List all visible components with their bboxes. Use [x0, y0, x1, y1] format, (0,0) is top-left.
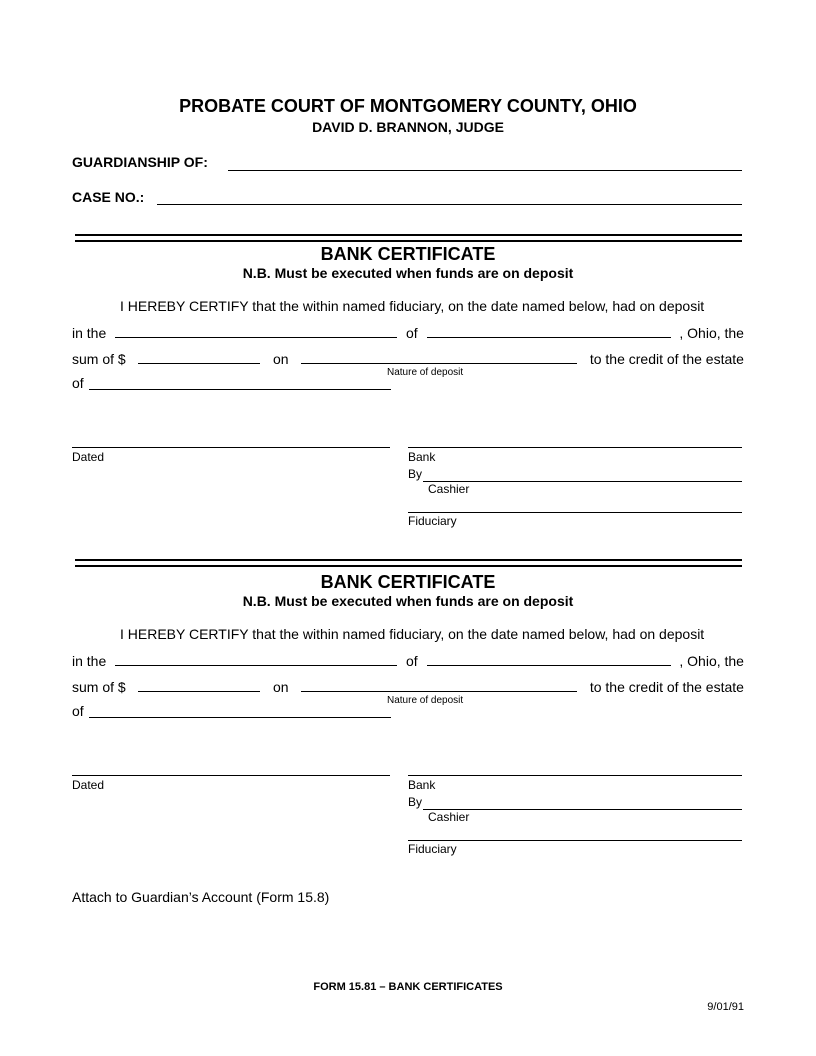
dated-label: Dated	[72, 450, 105, 464]
cashier-signature-field[interactable]	[423, 809, 742, 810]
bank-city-field[interactable]	[427, 323, 671, 338]
bank-location-line	[72, 651, 744, 669]
fiduciary-signature-field[interactable]	[408, 512, 742, 513]
bank-name-field[interactable]	[115, 323, 397, 338]
certificate-note: N.B. Must be executed when funds are on deposit	[242, 265, 574, 281]
fiduciary-label: Fiduciary	[408, 842, 457, 856]
on-label: on	[272, 679, 289, 695]
section-divider	[75, 234, 742, 242]
in-the-label: in the	[72, 653, 107, 669]
deposit-nature-field[interactable]	[301, 677, 577, 692]
bank-label: Bank	[408, 450, 436, 464]
credit-of-estate-label: to the credit of the estate	[589, 351, 744, 367]
guardianship-field[interactable]	[228, 170, 742, 171]
bank-city-field[interactable]	[427, 651, 671, 666]
on-label: on	[272, 351, 289, 367]
certify-text: I HEREBY CERTIFY that the within named fiduciary, on the date named below, had on deposit	[120, 298, 705, 314]
certificate-note: N.B. Must be executed when funds are on deposit	[242, 593, 574, 609]
case-no-field[interactable]	[157, 204, 742, 205]
ohio-the-label: , Ohio, the	[679, 653, 744, 669]
judge-name: DAVID D. BRANNON, JUDGE	[312, 119, 504, 135]
of-label: of	[405, 325, 418, 341]
fiduciary-label: Fiduciary	[408, 514, 457, 528]
bank-location-line	[72, 323, 744, 341]
guardianship-label: GUARDIANSHIP OF:	[72, 154, 208, 170]
sum-amount-field[interactable]	[138, 349, 260, 364]
revision-date: 9/01/91	[707, 1001, 744, 1013]
bank-label: Bank	[408, 778, 436, 792]
form-id: FORM 15.81 – BANK CERTIFICATES	[313, 981, 503, 993]
estate-name-field[interactable]	[89, 389, 391, 390]
sum-line	[72, 349, 744, 367]
certificate-title: BANK CERTIFICATE	[320, 244, 496, 264]
in-the-label: in the	[72, 325, 107, 341]
credit-of-estate-label: to the credit of the estate	[589, 679, 744, 695]
dated-field[interactable]	[72, 447, 390, 448]
bank-name-field[interactable]	[115, 651, 397, 666]
of-label: of	[405, 653, 418, 669]
sum-amount-field[interactable]	[138, 677, 260, 692]
court-title: PROBATE COURT OF MONTGOMERY COUNTY, OHIO	[179, 96, 637, 116]
sum-of-label: sum of $	[72, 351, 126, 367]
of-estate-label: of	[72, 703, 84, 719]
fiduciary-signature-field[interactable]	[408, 840, 742, 841]
by-label: By	[408, 795, 423, 809]
sum-of-label: sum of $	[72, 679, 126, 695]
attach-instruction: Attach to Guardian’s Account (Form 15.8)	[72, 889, 330, 905]
certify-text: I HEREBY CERTIFY that the within named fiduciary, on the date named below, had on deposit	[120, 626, 705, 642]
bank-signature-field[interactable]	[408, 775, 742, 776]
estate-name-field[interactable]	[89, 717, 391, 718]
cashier-label: Cashier	[428, 482, 470, 496]
by-label: By	[408, 467, 423, 481]
bank-signature-field[interactable]	[408, 447, 742, 448]
dated-field[interactable]	[72, 775, 390, 776]
nature-of-deposit-caption: Nature of deposit	[387, 367, 464, 378]
nature-of-deposit-caption: Nature of deposit	[387, 695, 464, 706]
case-no-label: CASE NO.:	[72, 189, 145, 205]
ohio-the-label: , Ohio, the	[679, 325, 744, 341]
sum-line	[72, 677, 744, 695]
of-estate-label: of	[72, 375, 84, 391]
dated-label: Dated	[72, 778, 105, 792]
cashier-label: Cashier	[428, 810, 470, 824]
cashier-signature-field[interactable]	[423, 481, 742, 482]
certificate-title: BANK CERTIFICATE	[320, 572, 496, 592]
section-divider	[75, 559, 742, 567]
deposit-nature-field[interactable]	[301, 349, 577, 364]
